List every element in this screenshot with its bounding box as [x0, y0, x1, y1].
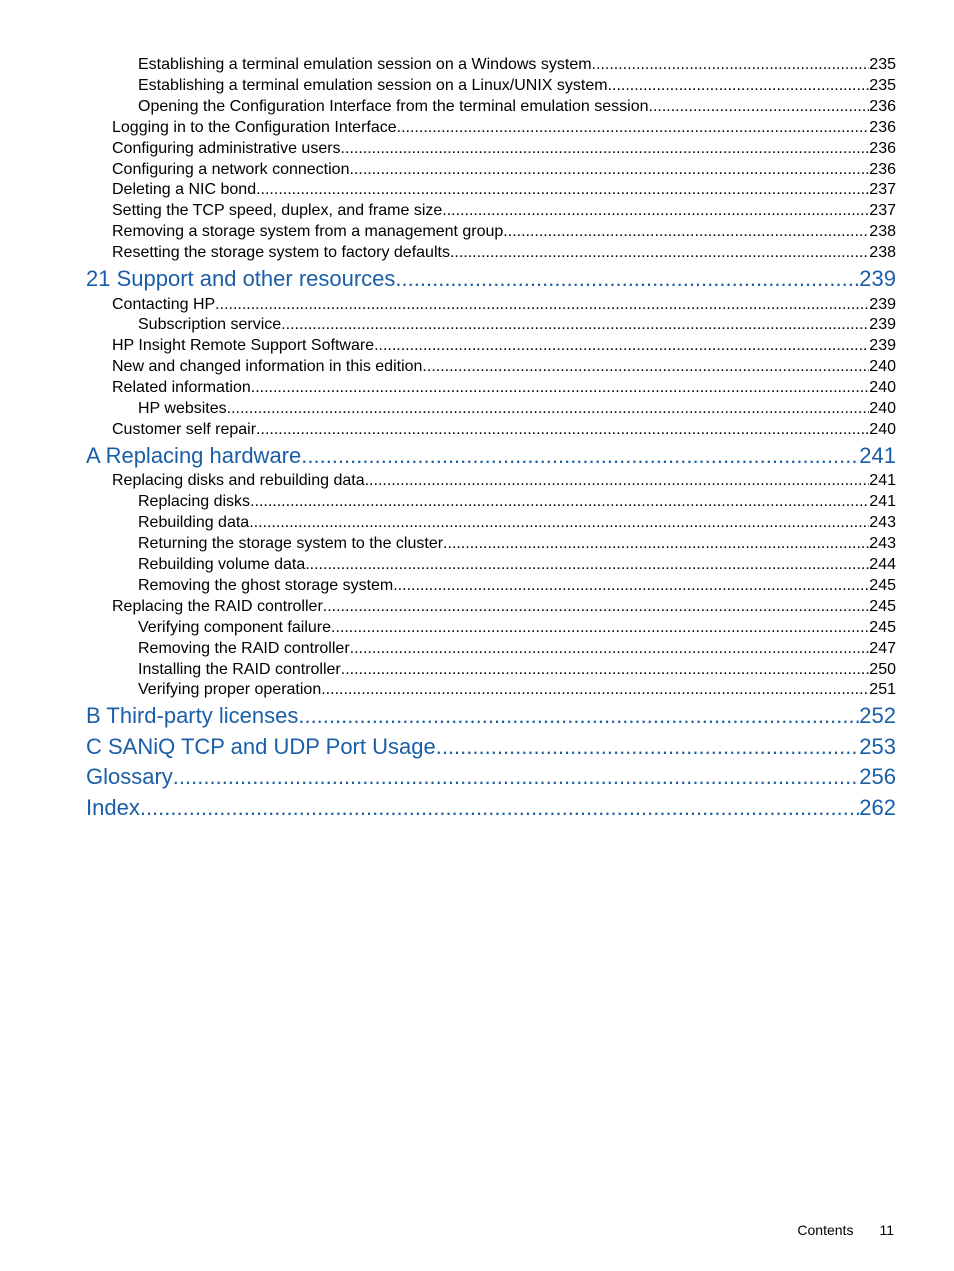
toc-entry-title: Rebuilding data [138, 514, 250, 532]
toc-section-entry[interactable] [86, 639, 896, 660]
toc-entry-title: Rebuilding volume data [138, 556, 306, 574]
toc-entry-page-number: 253 [859, 733, 896, 759]
toc-entry-page-number: 240 [869, 421, 896, 438]
toc-entry-page-number: 240 [869, 379, 896, 397]
toc-dot-leader [395, 264, 859, 295]
toc-entry-page-number: 240 [869, 358, 896, 376]
toc-section-entry[interactable] [86, 680, 896, 701]
toc-section-entry[interactable] [86, 420, 896, 441]
toc-dot-leader [251, 378, 870, 399]
toc-entry-page-number: 252 [859, 703, 896, 729]
toc-dot-leader [301, 441, 859, 472]
toc-section-entry[interactable] [86, 534, 896, 555]
toc-entry-title: HP websites [138, 400, 227, 418]
toc-entry-page-number: 239 [869, 295, 896, 313]
toc-entry-page-number: 239 [869, 337, 896, 355]
toc-entry-title: Removing the ghost storage system [138, 576, 394, 594]
toc-entry-page-number: 240 [869, 400, 896, 418]
toc-entry-page-number: 236 [869, 160, 896, 178]
toc-entry-page-number: 243 [869, 514, 896, 532]
toc-entry-page-number: 244 [869, 556, 896, 574]
toc-entry-page-number: 241 [869, 472, 896, 490]
toc-section-entry[interactable] [86, 201, 896, 222]
toc-section-entry[interactable] [86, 471, 896, 492]
toc-dot-leader [305, 555, 869, 576]
toc-chapter-entry[interactable] [86, 732, 896, 763]
toc-entry-title: HP Insight Remote Support Software [112, 337, 375, 355]
toc-section-entry[interactable] [86, 139, 896, 160]
toc-dot-leader [298, 701, 859, 732]
toc-entry-title: Deleting a NIC bond [112, 181, 257, 199]
toc-entry-page-number: 236 [869, 97, 896, 115]
toc-entry-page-number: 241 [869, 493, 896, 511]
toc-section-entry[interactable] [86, 399, 896, 420]
toc-entry-title: Installing the RAID controller [138, 660, 341, 678]
toc-entry-page-number: 262 [859, 794, 896, 820]
toc-entry-title: Verifying proper operation [138, 681, 322, 699]
page-footer [797, 1222, 894, 1238]
toc-entry-page-number: 243 [869, 535, 896, 553]
toc-entry-title: Glossary [86, 764, 173, 790]
toc-chapter-entry[interactable] [86, 701, 896, 732]
toc-entry-title: Establishing a terminal emulation session on a Windows system [138, 56, 592, 73]
toc-section-entry[interactable] [86, 597, 896, 618]
toc-entry-title: 21 Support and other resources [86, 266, 396, 292]
toc-entry-title: B Third-party licenses [86, 703, 299, 729]
toc-dot-leader [256, 420, 869, 441]
toc-dot-leader [350, 639, 870, 660]
toc-entry-page-number: 241 [859, 442, 896, 468]
toc-entry-page-number: 247 [869, 639, 896, 657]
toc-dot-leader [281, 315, 869, 336]
toc-section-entry[interactable] [86, 222, 896, 243]
toc-dot-leader [323, 597, 870, 618]
toc-section-entry[interactable] [86, 660, 896, 681]
toc-entry-page-number: 238 [869, 223, 896, 241]
toc-entry-page-number: 251 [869, 681, 896, 699]
toc-section-entry[interactable] [86, 180, 896, 201]
toc-dot-leader [374, 336, 869, 357]
toc-entry-page-number: 237 [869, 181, 896, 199]
toc-section-entry[interactable] [86, 118, 896, 139]
toc-entry-page-number: 245 [869, 597, 896, 615]
toc-chapter-entry[interactable] [86, 264, 896, 295]
toc-entry-title: Contacting HP [112, 295, 216, 313]
toc-dot-leader [341, 660, 870, 681]
toc-entry-page-number: 238 [869, 244, 896, 262]
toc-section-entry[interactable] [86, 378, 896, 399]
toc-dot-leader [393, 576, 869, 597]
toc-dot-leader [321, 680, 869, 701]
toc-entry-title: Replacing disks [138, 493, 251, 511]
toc-entry-title: Configuring a network connection [112, 160, 350, 178]
toc-entry-title: Removing the RAID controller [138, 639, 350, 657]
toc-dot-leader [227, 399, 870, 420]
toc-entry-page-number: 245 [869, 618, 896, 636]
toc-dot-leader [249, 513, 869, 534]
toc-entry-title: A Replacing hardware [86, 442, 302, 468]
toc-entry-page-number: 237 [869, 202, 896, 220]
toc-entry-page-number: 250 [869, 660, 896, 678]
toc-section-entry[interactable] [86, 618, 896, 639]
toc-section-entry[interactable] [86, 576, 896, 597]
toc-entry-title: Replacing disks and rebuilding data [112, 472, 365, 490]
toc-dot-leader [442, 201, 869, 222]
toc-entry-title: Related information [112, 379, 251, 397]
table-of-contents [86, 55, 896, 823]
toc-chapter-entry[interactable] [86, 762, 896, 793]
toc-entry-page-number: 235 [869, 56, 896, 73]
toc-dot-leader [450, 243, 869, 264]
toc-dot-leader [422, 357, 869, 378]
toc-entry-title: Index [86, 794, 140, 820]
toc-entry-title: New and changed information in this edition [112, 358, 423, 376]
toc-entry-page-number: 239 [869, 316, 896, 334]
toc-section-entry[interactable] [86, 555, 896, 576]
toc-dot-leader [215, 295, 869, 316]
toc-dot-leader [649, 97, 870, 118]
toc-entry-page-number: 236 [869, 139, 896, 157]
toc-dot-leader [592, 55, 870, 76]
toc-section-entry[interactable] [86, 97, 896, 118]
toc-dot-leader [608, 76, 870, 97]
toc-entry-page-number: 245 [869, 576, 896, 594]
toc-section-entry[interactable] [86, 492, 896, 513]
toc-section-entry[interactable] [86, 76, 896, 97]
toc-entry-title: Customer self repair [112, 421, 257, 438]
toc-entry-title: C SANiQ TCP and UDP Port Usage [86, 733, 436, 759]
toc-entry-title: Replacing the RAID controller [112, 597, 323, 615]
toc-entry-page-number: 236 [869, 118, 896, 136]
footer-section-label: Contents [797, 1222, 854, 1238]
toc-entry-title: Verifying component failure [138, 618, 331, 636]
toc-dot-leader [443, 534, 869, 555]
toc-section-entry[interactable] [86, 295, 896, 316]
footer-page-number: 11 [879, 1222, 894, 1238]
toc-dot-leader [331, 618, 869, 639]
toc-entry-page-number: 235 [869, 76, 896, 94]
toc-dot-leader [140, 793, 859, 824]
toc-entry-title: Resetting the storage system to factory defaults [112, 244, 450, 262]
toc-section-entry[interactable] [86, 513, 896, 534]
toc-entry-title: Removing a storage system from a management group [112, 223, 504, 241]
toc-section-entry[interactable] [86, 336, 896, 357]
toc-entry-title: Configuring administrative users [112, 139, 341, 157]
toc-entry-title: Returning the storage system to the cluster [138, 535, 444, 553]
toc-section-entry[interactable] [86, 243, 896, 264]
toc-entry-title: Logging in to the Configuration Interface [112, 118, 397, 136]
toc-section-entry[interactable] [86, 357, 896, 378]
toc-dot-leader [250, 492, 869, 513]
toc-dot-leader [365, 471, 870, 492]
toc-entry-page-number: 256 [859, 764, 896, 790]
toc-dot-leader [397, 118, 870, 139]
toc-dot-leader [436, 732, 860, 763]
toc-dot-leader [256, 180, 869, 201]
toc-entry-title: Setting the TCP speed, duplex, and frame size [112, 202, 443, 220]
toc-chapter-entry[interactable] [86, 441, 896, 472]
toc-dot-leader [349, 160, 869, 181]
toc-chapter-entry[interactable] [86, 793, 896, 824]
toc-section-entry[interactable] [86, 315, 896, 336]
toc-dot-leader [173, 762, 859, 793]
toc-section-entry[interactable] [86, 55, 896, 76]
toc-entry-title: Subscription service [138, 316, 282, 334]
toc-dot-leader [503, 222, 869, 243]
toc-dot-leader [341, 139, 870, 160]
toc-entry-page-number: 239 [859, 266, 896, 292]
toc-section-entry[interactable] [86, 160, 896, 181]
toc-entry-title: Opening the Configuration Interface from the terminal emulation session [138, 97, 649, 115]
toc-entry-title: Establishing a terminal emulation session on a Linux/UNIX system [138, 76, 608, 94]
